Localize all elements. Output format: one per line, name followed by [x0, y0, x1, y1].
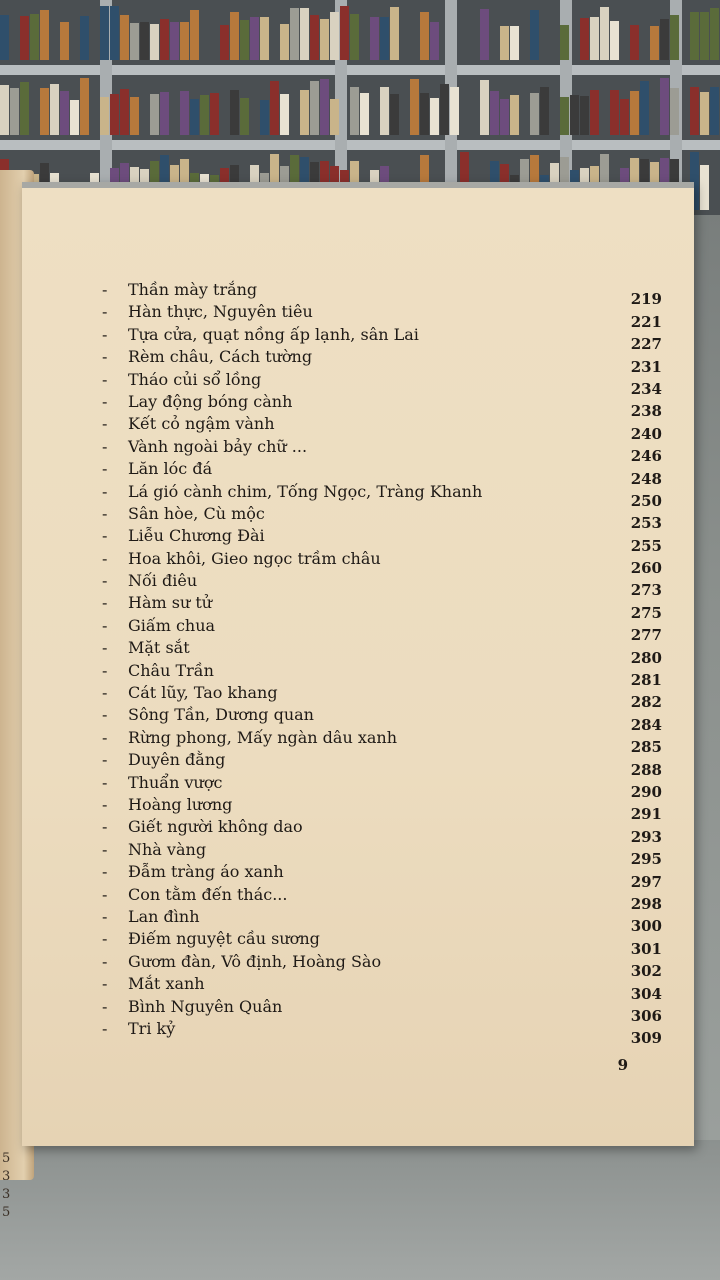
background-book [660, 19, 669, 60]
toc-entry-title: Liễu Chương Đài [128, 526, 265, 546]
background-book [160, 19, 169, 60]
toc-entry-title: Sông Tần, Dương quan [128, 705, 314, 725]
background-book [500, 99, 509, 135]
background-book [700, 165, 709, 210]
background-book [200, 95, 209, 135]
background-book [700, 92, 709, 135]
toc-entry-page: 255 [630, 536, 662, 555]
background-book [480, 9, 489, 60]
background-book [60, 22, 69, 60]
toc-row [102, 447, 682, 481]
bullet-dash: - [102, 839, 108, 859]
toc-entry-page: 253 [630, 514, 662, 533]
background-book [180, 91, 189, 135]
background-book [240, 98, 249, 135]
background-book [600, 7, 609, 60]
toc-entry-page: 227 [630, 335, 662, 354]
background-book [640, 81, 649, 135]
bullet-dash: - [102, 951, 108, 971]
bullet-dash: - [102, 593, 108, 613]
background-book [670, 15, 679, 60]
background-book [570, 95, 579, 135]
bullet-dash: - [102, 906, 108, 926]
background-book [50, 84, 59, 135]
background-book [130, 23, 139, 60]
background-book [530, 10, 539, 60]
background-book [580, 18, 589, 60]
background-book [110, 94, 119, 135]
background-book [590, 90, 599, 135]
toc-entry-title: Sân hòe, Cù mộc [128, 503, 265, 523]
toc-entry-page: 280 [630, 648, 662, 667]
background-book [270, 81, 279, 135]
background-book [120, 15, 129, 60]
toc-entry-page: 231 [630, 357, 662, 376]
bullet-dash: - [102, 459, 108, 479]
toc-entry-page: 234 [630, 379, 662, 398]
page-number: 9 [617, 1056, 628, 1074]
toc-entry-title: Nhà vàng [128, 839, 207, 859]
toc-row [102, 514, 682, 548]
background-book [350, 87, 359, 135]
toc-entry-title: Hàn thực, Nguyên tiêu [128, 302, 313, 322]
background-book [260, 17, 269, 60]
background-book [230, 90, 239, 135]
floor [0, 1140, 720, 1280]
background-book [310, 15, 319, 60]
left-mark: 3 [2, 1187, 11, 1202]
toc-entry-page: 291 [630, 805, 662, 824]
background-book [340, 6, 349, 60]
background-book [220, 25, 229, 60]
bullet-dash: - [102, 727, 108, 747]
toc-entry-page: 301 [630, 939, 662, 958]
background-book [410, 79, 419, 135]
background-book [70, 100, 79, 135]
background-book [430, 98, 439, 135]
bullet-dash: - [102, 391, 108, 411]
toc-row [102, 671, 682, 705]
toc-entry-page: 281 [630, 671, 662, 690]
toc-row [102, 738, 682, 772]
toc-entry-page: 240 [630, 424, 662, 443]
toc-entry-title: Kết cỏ ngậm vành [128, 414, 275, 434]
toc-entry-page: 273 [630, 581, 662, 600]
background-book [150, 24, 159, 60]
background-book [650, 26, 659, 60]
background-book [690, 12, 699, 60]
background-book [360, 93, 369, 135]
background-book [320, 19, 329, 60]
background-book [260, 100, 269, 135]
bullet-dash: - [102, 929, 108, 949]
bullet-dash: - [102, 996, 108, 1016]
background-book [100, 97, 109, 135]
background-book [140, 22, 149, 60]
bullet-dash: - [102, 862, 108, 882]
toc-entry-title: Hoa khôi, Gieo ngọc trầm châu [128, 548, 381, 568]
background-book [300, 90, 309, 135]
background-book [330, 99, 339, 135]
background-book [530, 93, 539, 135]
bullet-dash: - [102, 750, 108, 770]
toc-entry-page: 295 [630, 850, 662, 869]
background-book [170, 22, 179, 60]
toc-entry-page: 260 [630, 559, 662, 578]
background-book [450, 87, 459, 135]
toc-entry-title: Điếm nguyệt cầu sương [128, 929, 320, 949]
bullet-dash: - [102, 302, 108, 322]
toc-row [102, 280, 682, 302]
bullet-dash: - [102, 817, 108, 837]
toc-entry-title: Thần mày trắng [128, 280, 258, 299]
background-book [390, 7, 399, 60]
background-book [20, 82, 29, 135]
toc-entry-title: Tựa cửa, quạt nồng ấp lạnh, sân Lai [128, 324, 419, 344]
toc-row [102, 1029, 682, 1063]
background-book [40, 88, 49, 135]
background-book [610, 21, 619, 60]
toc-entry-title: Hoàng lương [128, 794, 233, 814]
background-book [350, 14, 359, 60]
background-book [280, 94, 289, 135]
bullet-dash: - [102, 683, 108, 703]
bullet-dash: - [102, 794, 108, 814]
toc-entry-title: Giết người không dao [128, 817, 303, 837]
toc-entry-title: Cát lũy, Tao khang [128, 683, 278, 703]
bullet-dash: - [102, 548, 108, 568]
background-book [60, 91, 69, 135]
toc-entry-page: 282 [630, 693, 662, 712]
background-book [180, 22, 189, 60]
toc-entry-page: 298 [630, 894, 662, 913]
bullet-dash: - [102, 369, 108, 389]
toc-row [102, 626, 682, 660]
toc-entry-page: 304 [630, 984, 662, 1003]
background-book [130, 97, 139, 135]
toc-entry-page: 275 [630, 603, 662, 622]
toc-entry-title: Duyên đằng [128, 750, 226, 770]
background-book [120, 89, 129, 135]
toc-entry-title: Nối điêu [128, 571, 198, 591]
bullet-dash: - [102, 660, 108, 680]
background-book [320, 79, 329, 135]
background-book [80, 78, 89, 135]
background-book [710, 87, 719, 135]
background-book [630, 91, 639, 135]
background-book [30, 14, 39, 60]
bullet-dash: - [102, 414, 108, 434]
toc-row [102, 335, 682, 369]
bullet-dash: - [102, 324, 108, 344]
toc-entry-page: 288 [630, 760, 662, 779]
background-book [440, 84, 449, 135]
toc-entry-title: Vành ngoài bảy chữ ... [128, 436, 308, 456]
background-book [190, 10, 199, 60]
bullet-dash: - [102, 571, 108, 591]
toc-row [102, 962, 682, 996]
background-book [110, 6, 119, 60]
toc-entry-page: 238 [630, 402, 662, 421]
toc-entry-page: 306 [630, 1006, 662, 1025]
toc-entry-title: Bình Nguyên Quân [128, 996, 283, 1016]
background-book [380, 17, 389, 60]
background-book [560, 25, 569, 60]
toc-entry-page: 246 [630, 447, 662, 466]
toc-row [102, 917, 682, 951]
background-book [250, 17, 259, 60]
background-book [420, 93, 429, 135]
bullet-dash: - [102, 705, 108, 725]
background-book [310, 81, 319, 135]
table-of-contents [102, 280, 682, 1064]
background-book [710, 8, 719, 60]
toc-entry-page: 248 [630, 469, 662, 488]
bullet-dash: - [102, 772, 108, 792]
toc-entry-page: 284 [630, 715, 662, 734]
background-book [80, 16, 89, 60]
toc-entry-title: Hàm sư tử [128, 593, 213, 613]
bullet-dash: - [102, 974, 108, 994]
background-book [590, 17, 599, 60]
toc-entry-title: Rèm châu, Cách tường [128, 347, 313, 367]
background-book [20, 16, 29, 60]
background-book [0, 15, 9, 60]
toc-row [102, 402, 682, 436]
background-book [660, 78, 669, 135]
background-book [10, 88, 19, 135]
toc-row [102, 559, 682, 593]
left-page-marks [2, 1150, 16, 1222]
background-book [100, 6, 109, 60]
bullet-dash: - [102, 503, 108, 523]
background-book [0, 85, 9, 135]
background-book [280, 24, 289, 60]
background-book [480, 80, 489, 135]
bullet-dash: - [102, 615, 108, 635]
toc-entry-title: Tháo củi sổ lồng [128, 369, 262, 389]
background-book [700, 12, 709, 60]
toc-entry-title: Rừng phong, Mấy ngàn dâu xanh [128, 727, 398, 747]
background-book [380, 87, 389, 135]
left-mark: 3 [2, 1169, 11, 1184]
bullet-dash: - [102, 526, 108, 546]
toc-entry-page: 250 [630, 491, 662, 510]
background-book [40, 10, 49, 60]
toc-entry-page: 302 [630, 962, 662, 981]
background-book [630, 25, 639, 60]
toc-entry-title: Đẫm tràng áo xanh [128, 862, 284, 882]
background-book [500, 26, 509, 60]
background-book [150, 94, 159, 135]
background-book [160, 92, 169, 135]
toc-entry-page: 309 [630, 1029, 662, 1048]
background-book [240, 20, 249, 60]
background-book [670, 88, 679, 135]
background-book [370, 17, 379, 60]
toc-entry-title: Mặt sắt [128, 638, 190, 658]
toc-entry-title: Thuẩn vược [128, 772, 223, 792]
background-book [430, 22, 439, 60]
bullet-dash: - [102, 280, 108, 299]
background-book [390, 94, 399, 135]
bullet-dash: - [102, 436, 108, 456]
background-book [510, 95, 519, 135]
toc-row [102, 850, 682, 884]
toc-entry-title: Lan đình [128, 906, 200, 926]
bullet-dash: - [102, 481, 108, 501]
book-page [22, 182, 694, 1146]
bullet-dash: - [102, 347, 108, 367]
background-book [210, 93, 219, 135]
bullet-dash: - [102, 884, 108, 904]
bullet-dash: - [102, 638, 108, 658]
toc-entry-page: 219 [630, 290, 662, 309]
background-book [490, 91, 499, 135]
toc-entry-page: 300 [630, 917, 662, 936]
toc-entry-title: Châu Trần [128, 660, 214, 680]
background-book [580, 96, 589, 135]
toc-entry-title: Con tằm đến thác... [128, 884, 288, 904]
toc-entry-page: 293 [630, 827, 662, 846]
background-book [540, 87, 549, 135]
background-book [190, 99, 199, 135]
background-book [290, 8, 299, 60]
left-mark: 5 [2, 1205, 11, 1220]
background-book [560, 97, 569, 135]
toc-entry-title: Lay động bóng cành [128, 391, 293, 411]
toc-row [102, 290, 682, 324]
toc-entry-title: Giấm chua [128, 615, 216, 635]
background-book [620, 99, 629, 135]
background-book [510, 26, 519, 60]
toc-entry-page: 277 [630, 626, 662, 645]
background-book [330, 12, 339, 60]
toc-entry-title: Tri kỷ [128, 1018, 176, 1038]
toc-entry-title: Lăn lóc đá [128, 459, 213, 479]
toc-entry-title: Gươm đàn, Vô định, Hoàng Sào [128, 951, 382, 971]
toc-row [102, 805, 682, 839]
toc-entry-title: Mắt xanh [128, 974, 205, 994]
background-book [230, 12, 239, 60]
toc-entry-page: 285 [630, 738, 662, 757]
toc-entry-page: 297 [630, 872, 662, 891]
background-book [690, 87, 699, 135]
background-book [300, 8, 309, 60]
bullet-dash: - [102, 1018, 108, 1038]
background-book [610, 90, 619, 135]
toc-entry-title: Lá gió cành chim, Tống Ngọc, Tràng Khanh [128, 481, 483, 501]
toc-entry-page: 221 [630, 312, 662, 331]
left-mark: 5 [2, 1151, 11, 1166]
background-book [420, 12, 429, 60]
toc-entry-page: 290 [630, 782, 662, 801]
